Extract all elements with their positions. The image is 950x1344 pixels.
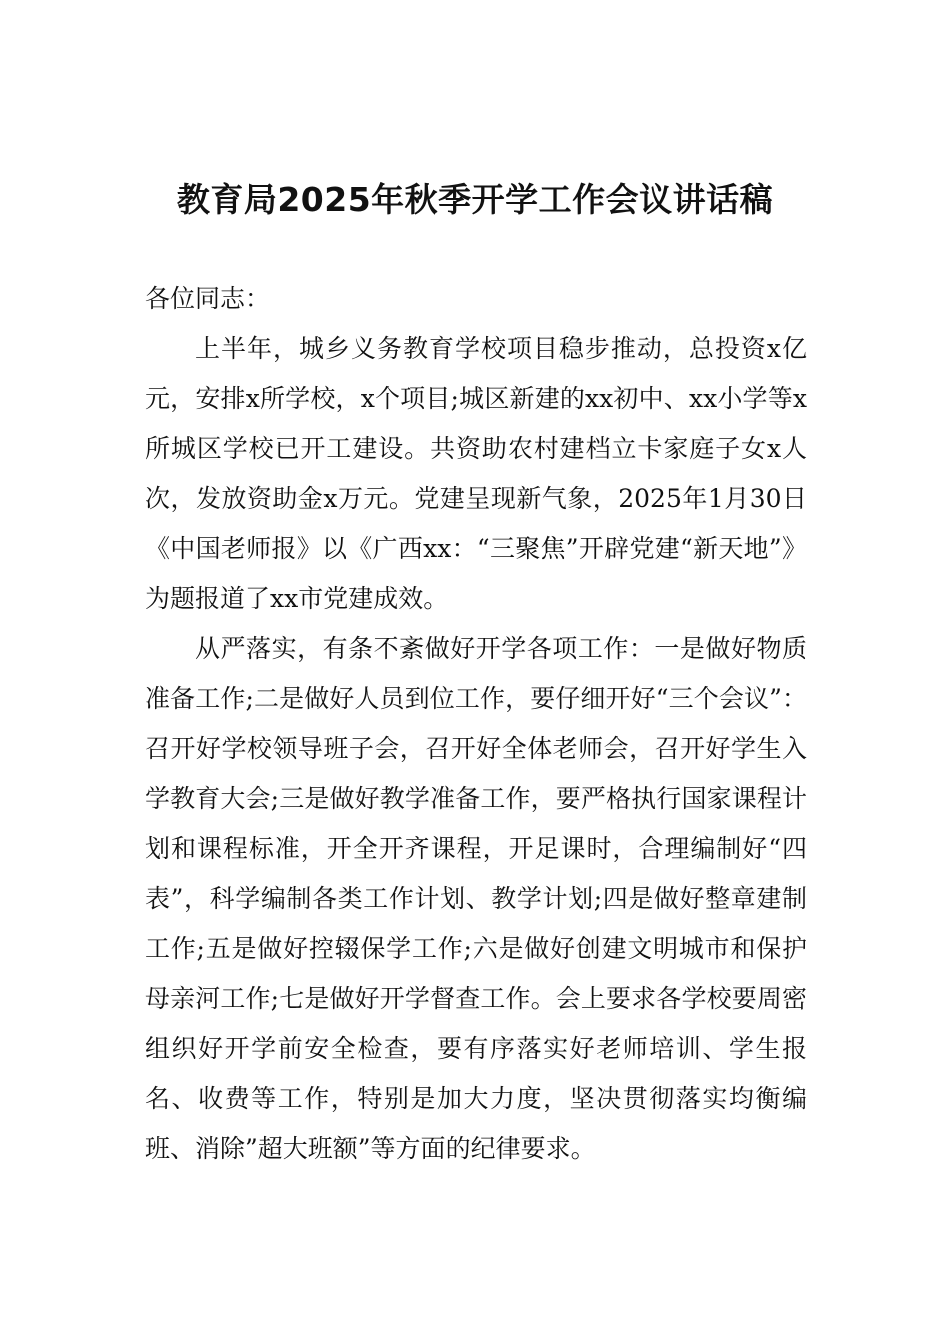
paragraph-2: 从严落实，有条不紊做好开学各项工作：一是做好物质准备工作;二是做好人员到位工作，要仔细开好“三个会议”：召开好学校领导班子会，召开好全体老师会，召开好学生入学教育大会;三是做好教学准备工作，要严格执行国家课程计划和课程标准，开全开齐课程，开足课时，合理编制好“四表”，科学编制各类工作计划、教学计划;四是做好整章建制工作;五是做好控辍保学工作;六是做好创建文明城市和保护母亲河工作;七是做好开学督查工作。会上要求各学校要周密组织好开学前安全检查，要有序落实好老师培训、学生报名、收费等工作，特别是加大力度，坚决贯彻落实均衡编班、消除”超大班额”等方面的纪律要求。 <box>145 634 807 1163</box>
salutation: 各位同志： <box>145 284 271 313</box>
paragraph-1: 上半年，城乡义务教育学校项目稳步推动，总投资x亿元，安排x所学校，x个项目;城区新建的xx初中、xx小学等x所城区学校已开工建设。共资助农村建档立卡家庭子女x人次，发放资助金x万元。党建呈现新气象，2025年1月30日《中国老师报》以《广西xx：“三聚焦”开辟党建“新天地”》为题报道了xx市党建成效。 <box>145 334 807 613</box>
document-title: 教育局2025年秋季开学工作会议讲话稿 <box>176 180 774 219</box>
document-body <box>145 274 807 1174</box>
